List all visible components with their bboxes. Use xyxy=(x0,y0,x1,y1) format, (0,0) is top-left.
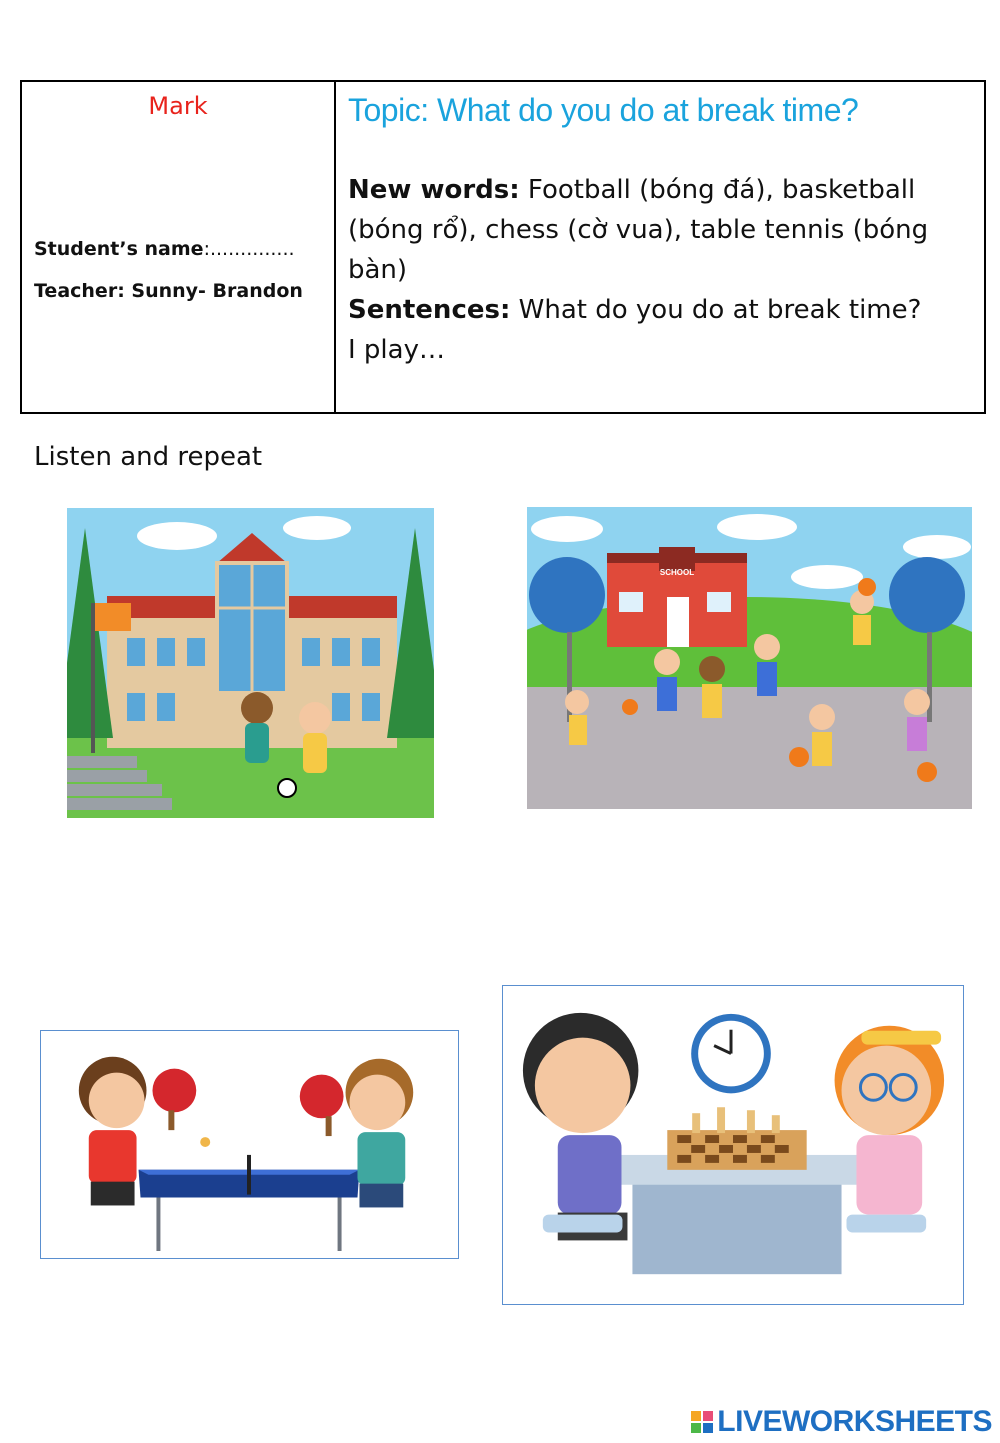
header-right-cell xyxy=(336,82,984,412)
logo-icon xyxy=(691,1411,713,1433)
chess-picture xyxy=(502,985,964,1305)
vocabulary-block xyxy=(348,170,964,370)
answer-text: I play… xyxy=(348,335,445,365)
mark-label: Mark xyxy=(148,92,208,120)
basketball-school-sign: SCHOOL xyxy=(659,568,695,577)
header-table xyxy=(20,80,986,414)
student-name-label: Student’s name xyxy=(34,238,204,260)
student-name-line xyxy=(34,238,295,260)
student-name-blank[interactable]: :.............. xyxy=(203,238,295,260)
topic-title: Topic: What do you do at break time? xyxy=(348,92,859,128)
sentences-text: What do you do at break time? xyxy=(510,295,922,325)
football-picture xyxy=(67,508,434,818)
sentences-label: Sentences: xyxy=(348,295,511,325)
new-words-text: Football (bóng đá), basketball (bóng rổ), chess (cờ vua), table tennis (bóng bàn) xyxy=(348,175,929,285)
header-left-cell xyxy=(22,82,336,412)
liveworksheets-logo xyxy=(691,1405,992,1439)
logo-text: LIVEWORKSHEETS xyxy=(717,1405,992,1438)
new-words-label: New words: xyxy=(348,175,520,205)
teacher-line: Teacher: Sunny- Brandon xyxy=(34,280,303,302)
instruction-text: Listen and repeat xyxy=(34,442,263,472)
basketball-picture xyxy=(527,507,972,809)
table-tennis-picture xyxy=(40,1030,459,1259)
